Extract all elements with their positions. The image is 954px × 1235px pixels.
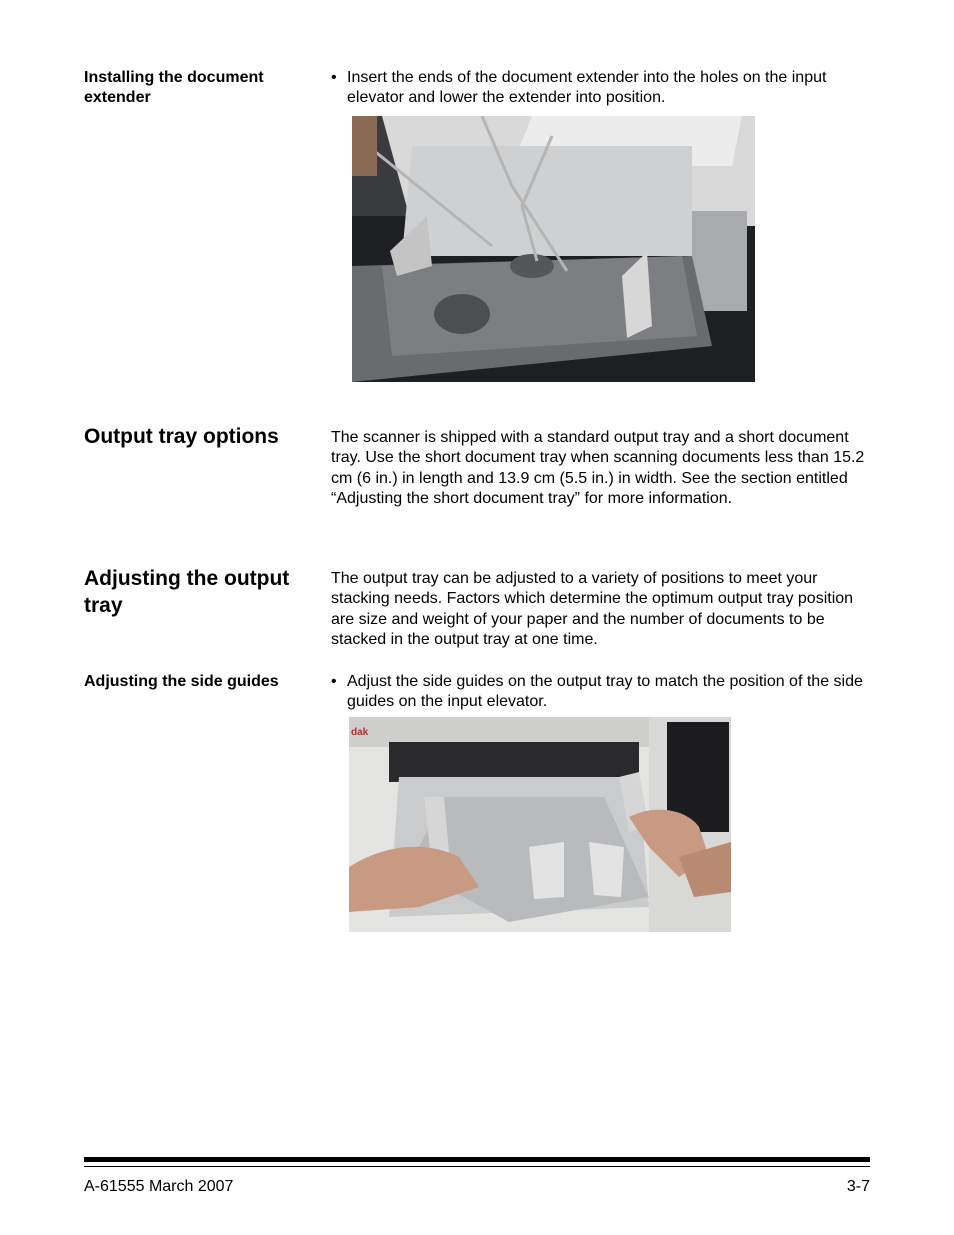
footer-doc-id: A-61555 March 2007 [84, 1178, 234, 1195]
side-guides-bullet [331, 672, 871, 713]
output-tray-options-body: The scanner is shipped with a standard output tray and a short document tray. Use the short document tray when scanning documents less than 15.2 cm (6 in.) in length and 13.9 cm (5.5 in.) in width. See the section entitled “Adjusting the short document tray” for more information. [331, 429, 865, 508]
bullet-icon: • [331, 673, 337, 690]
extender-bullet [331, 68, 871, 109]
footer-rule-thin [84, 1166, 870, 1167]
extender-bullet-text: Insert the ends of the document extender into the holes on the input elevator and lower the extender into position. [347, 69, 827, 107]
side-guides-bullet-text: Adjust the side guides on the output tray to match the position of the side guides on the input elevator. [347, 673, 863, 711]
heading-adjusting-output-tray: Adjusting the output tray [84, 567, 290, 617]
photo2-logo-text: dak [351, 727, 369, 738]
heading-installing-extender: Installing the document extender [84, 69, 264, 106]
photo-side-guides [349, 717, 731, 932]
heading-output-tray-options: Output tray options [84, 425, 279, 448]
photo-document-extender [352, 116, 755, 382]
bullet-icon: • [331, 69, 337, 86]
heading-adjusting-side-guides: Adjusting the side guides [84, 673, 279, 690]
adjusting-output-tray-body: The output tray can be adjusted to a variety of positions to meet your stacking needs. Factors which determine the optimum output tray position are size and weight of your paper and the number of documents to be stacked in the output tray at one time. [331, 570, 854, 649]
footer-rule-thick [84, 1157, 870, 1162]
footer-page-number: 3-7 [846, 1178, 870, 1195]
